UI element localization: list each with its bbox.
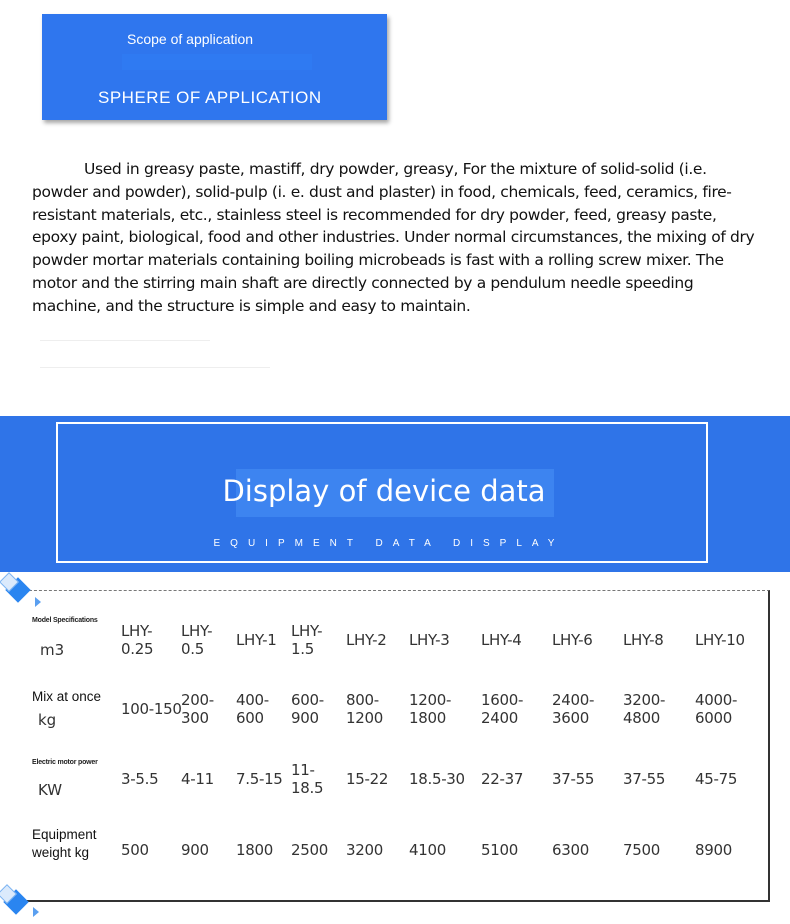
table-cell: 4000- 6000 <box>695 691 738 727</box>
table-cell: 1800 <box>236 841 273 859</box>
table-cell: 400- 600 <box>236 691 269 727</box>
table-cell: 2400- 3600 <box>552 691 595 727</box>
table-cell: LHY-10 <box>695 631 745 649</box>
table-cell: LHY-6 <box>552 631 593 649</box>
table-cell: LHY- 0.25 <box>121 622 154 658</box>
table-cell: 500 <box>121 841 149 859</box>
table-cell: 3200 <box>346 841 383 859</box>
application-description: Used in greasy paste, mastiff, dry powder, greasy, For the mixture of solid-solid (i.e. powder and powder), solid-pulp (i. e. dust and plaster) in food, chemicals, feed, ceramics, fire-resistant materials, etc., stainless steel is recommended for dry powder, feed, greasy paste, epoxy paint, biological, food and other industries. Under normal circumstances, the mixing of dry powder mortar materials containing boiling microbeads is fast with a rolling screw mixer. The motor and the stirring main shaft are directly connected by a pendulum needle speeding machine, and the structure is simple and easy to maintain. <box>32 160 755 315</box>
table-cell: 1600- 2400 <box>481 691 524 727</box>
table-cell: 5100 <box>481 841 518 859</box>
row-label-power: Electric motor power <box>32 759 98 766</box>
table-cell: 3-5.5 <box>121 770 159 788</box>
scope-title-underlay <box>122 54 312 70</box>
triangle-marker-icon <box>35 597 41 607</box>
table-cell: 15-22 <box>346 770 389 788</box>
table-cell: 200- 300 <box>181 691 214 727</box>
table-cell: LHY-1 <box>236 631 277 649</box>
row-unit-power: KW <box>38 781 63 799</box>
table-cell: 7.5-15 <box>236 770 283 788</box>
banner-title: Display of device data <box>222 474 546 508</box>
table-cell: 22-37 <box>481 770 524 788</box>
table-cell: 4-11 <box>181 770 214 788</box>
table-cell: LHY-3 <box>409 631 450 649</box>
table-cell: 1200- 1800 <box>409 691 452 727</box>
banner-subtitle: EQUIPMENT DATA DISPLAY <box>213 538 565 549</box>
table-cell: 11- 18.5 <box>291 761 324 797</box>
device-data-banner <box>0 416 790 572</box>
table-cell: 100-150 <box>121 700 182 718</box>
triangle-marker-icon <box>33 907 39 917</box>
table-cell: 7500 <box>623 841 660 859</box>
table-cell: 3200- 4800 <box>623 691 666 727</box>
scope-title-big: SPHERE OF APPLICATION <box>98 88 322 107</box>
table-cell: 37-55 <box>552 770 595 788</box>
table-cell: 18.5-30 <box>409 770 465 788</box>
table-cell: 900 <box>181 841 209 859</box>
table-cell: 600- 900 <box>291 691 324 727</box>
table-cell: 37-55 <box>623 770 666 788</box>
row-label-model: Model Specifications <box>32 617 98 624</box>
table-cell: LHY-8 <box>623 631 664 649</box>
faint-divider <box>40 367 270 368</box>
table-cell: LHY-2 <box>346 631 387 649</box>
table-cell: 4100 <box>409 841 446 859</box>
table-cell: 2500 <box>291 841 328 859</box>
row-label-mix: Mix at once <box>32 689 102 704</box>
table-cell: 45-75 <box>695 770 738 788</box>
faint-divider <box>40 340 210 341</box>
row-unit-mix: kg <box>38 711 57 729</box>
scope-title-small: Scope of application <box>127 31 254 47</box>
row-unit-model: m3 <box>40 641 65 659</box>
table-cell: 800- 1200 <box>346 691 383 727</box>
banner-frame <box>56 422 708 563</box>
table-cell: LHY- 0.5 <box>181 622 213 658</box>
scope-header-box <box>42 14 387 120</box>
table-cell: LHY- 1.5 <box>291 622 323 658</box>
table-cell: LHY-4 <box>481 631 522 649</box>
table-cell: 6300 <box>552 841 589 859</box>
table-cell: 8900 <box>695 841 732 859</box>
row-label-weight: Equipment weight kg <box>32 827 97 860</box>
